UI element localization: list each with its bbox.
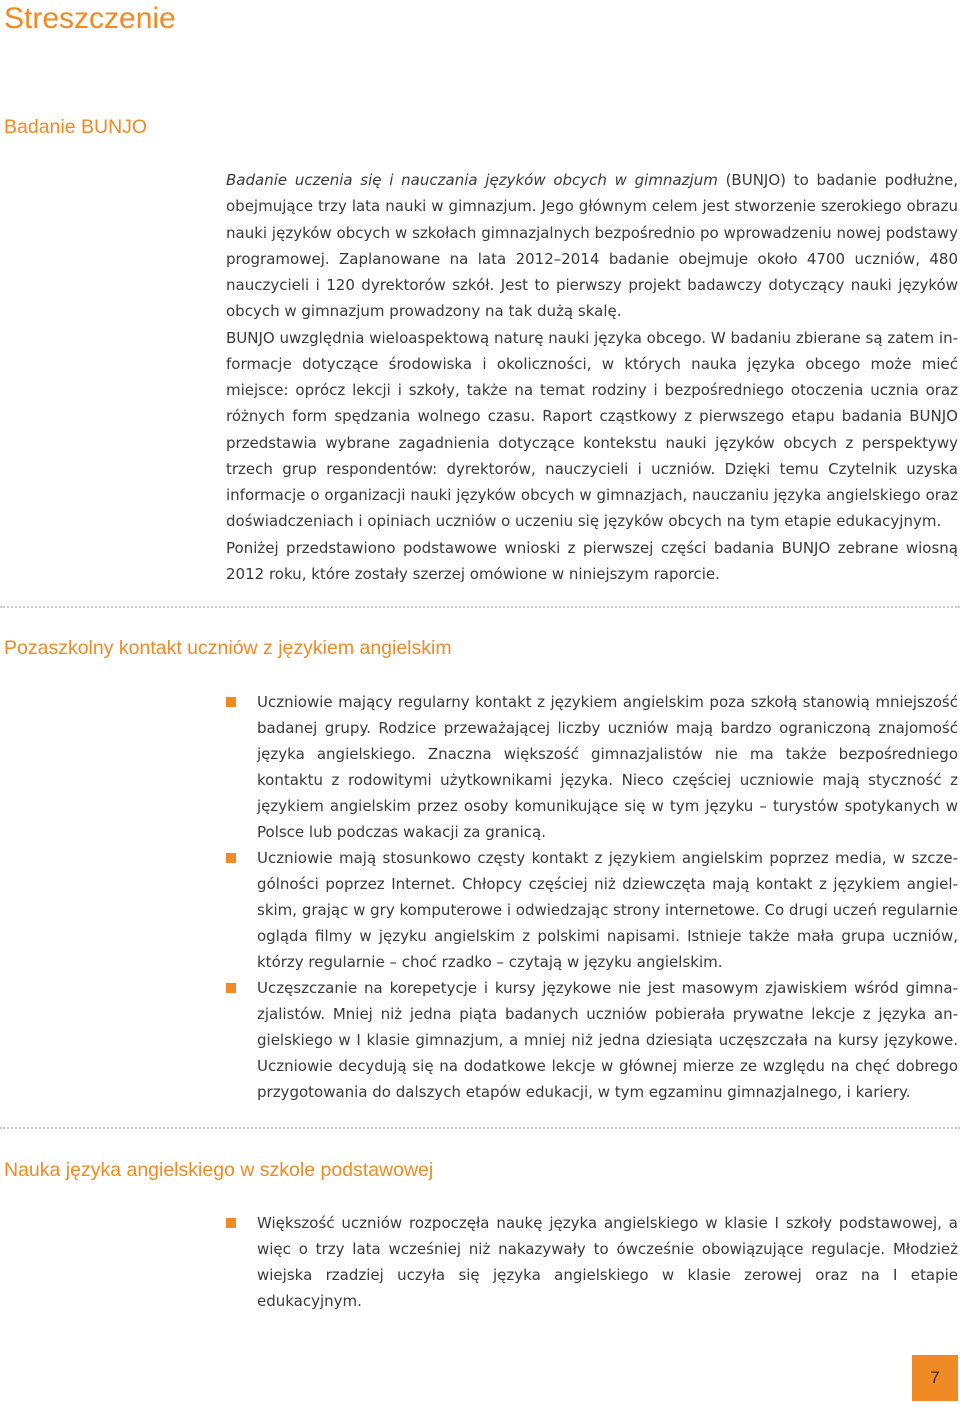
bullet-list-pozaszkolny-kontakt [226, 689, 958, 1105]
square-bullet-icon [226, 697, 236, 707]
list-item-text: Uczęszczanie na korepetycje i kursy językowe nie jest masowym zjawiskiem wśród gimnazjalistów. Mniej niż jedna piąta badanych uczniów pobierała prywatne lekcje z języka angielskiego w I klasie gimnazjum, a mniej niż jedna dziesiąta uczęszczała na kursy językowe. Uczniowie decydują się na dodatkowe lekcje w głównej mierze ze względu na chęć dobrego przygotowania do dalszych etapów edukacji, w tym egzaminu gimnazjalnego, i kariery. [257, 979, 958, 1101]
section-heading-badanie-bunjo: Badanie BUNJO [4, 116, 148, 138]
paragraph-intro-text: (BUNJO) to badanie podłużne, obejmujące trzy lata nauki w gimnazjum. Jego głównym celem jest stworzenie szerokiego obrazu nauki języków obcych w szkołach gimnazjalnych bezpośrednio po wprowadzeniu nowej podstawy programowej. Zaplanowane na lata 2012–2014 badanie obejmuje około 4700 uczniów, 480 nauczycieli i 120 dyrektorów szkół. Jest to pierwszy projekt badawczy dotyczący nauki języków obcych w gimnazjum prowadzony na tak dużą skalę. [226, 171, 958, 321]
paragraph-context: BUNJO uwzględnia wieloaspektową naturę nauki języka obcego. W badaniu zbierane są zatem informacje dotyczące środowiska i okoliczności, w których nauka języka obcego może mieć miejsce: oprócz lekcji i szkoły, także na temat rodziny i bezpośredniego otoczenia ucznia oraz różnych form spędzania wolnego czasu. Raport cząstkowy z pierwszego etapu badania BUNJO przedstawia wybrane zagadnienia dotyczące kontekstu nauki języków obcych z perspektywy trzech grup respondentów: dyrektorów, nauczycieli i uczniów. Dzięki temu Czytelnik uzyska informacje o organizacji nauki języków obcych w gimnazjach, nauczaniu języka angielskiego oraz doświadczeniach i opiniach uczniów o uczeniu się języków obcych na tym etapie edukacyjnym. [226, 328, 958, 531]
list-item [226, 1210, 958, 1314]
section-heading-pozaszkolny-kontakt: Pozaszkolny kontakt uczniów z językiem angielskim [4, 637, 452, 659]
section-heading-nauka-w-szkole-podstawowej: Nauka języka angielskiego w szkole podstawowej [4, 1159, 434, 1181]
paragraph-intro [226, 167, 958, 325]
square-bullet-icon [226, 983, 236, 993]
paragraph-conclusions-intro: Poniżej przedstawiono podstawowe wnioski z pierwszej części badania BUNJO zebrane wiosną 2012 roku, które zostały szerzej omówione w niniejszym raporcie. [226, 538, 958, 583]
list-item-text: Większość uczniów rozpoczęła naukę języka angielskiego w klasie I szkoły podstawowej, a więc o trzy lata wcześniej niż nakazywały to ówcześnie obowiązujące regulacje. Młodzież wiejska rzadziej uczyła się języka angielskiego w klasie zerowej oraz na I etapie edukacyjnym. [257, 1214, 958, 1310]
list-item-text: Uczniowie mają stosunkowo częsty kontakt z językiem angielskim poprzez media, w szczególności poprzez Internet. Chłopcy częściej niż dziewczęta mają kontakt z językiem angielskim, grając w gry komputerowe i odwiedzając strony internetowe. Co drugi uczeń regularnie ogląda filmy w języku angielskim z polskimi napisami. Istnieje także mała grupa uczniów, którzy regularnie – choć rzadko – czytają w języku angielskim. [257, 849, 958, 971]
bullet-list-nauka-w-szkole-podstawowej [226, 1210, 958, 1314]
section-divider [0, 1127, 960, 1129]
study-name-italic: Badanie uczenia się i nauczania języków obcych w gimnazjum [226, 171, 718, 189]
list-item-text: Uczniowie mający regularny kontakt z językiem angielskim poza szkołą stanowią mniejszość badanej grupy. Rodzice przeważającej liczby uczniów mają bardzo ograniczoną znajomość języka angielskiego. Znaczna większość gimnazjalistów nie ma także bezpośredniego kontaktu z rodowitymi użytkownikami języka. Nieco częściej uczniowie mają styczność z językiem angielskim przez osoby komunikujące się w tym języku – turystów spotykanych w Polsce lub podczas wakacji za granicą. [257, 693, 958, 841]
page-title: Streszczenie [4, 2, 176, 35]
square-bullet-icon [226, 853, 236, 863]
list-item [226, 689, 958, 845]
section-divider [0, 606, 960, 608]
list-item [226, 845, 958, 975]
section-body-badanie-bunjo [226, 167, 958, 587]
list-item [226, 975, 958, 1105]
page-number: 7 [912, 1355, 958, 1401]
square-bullet-icon [226, 1218, 236, 1228]
